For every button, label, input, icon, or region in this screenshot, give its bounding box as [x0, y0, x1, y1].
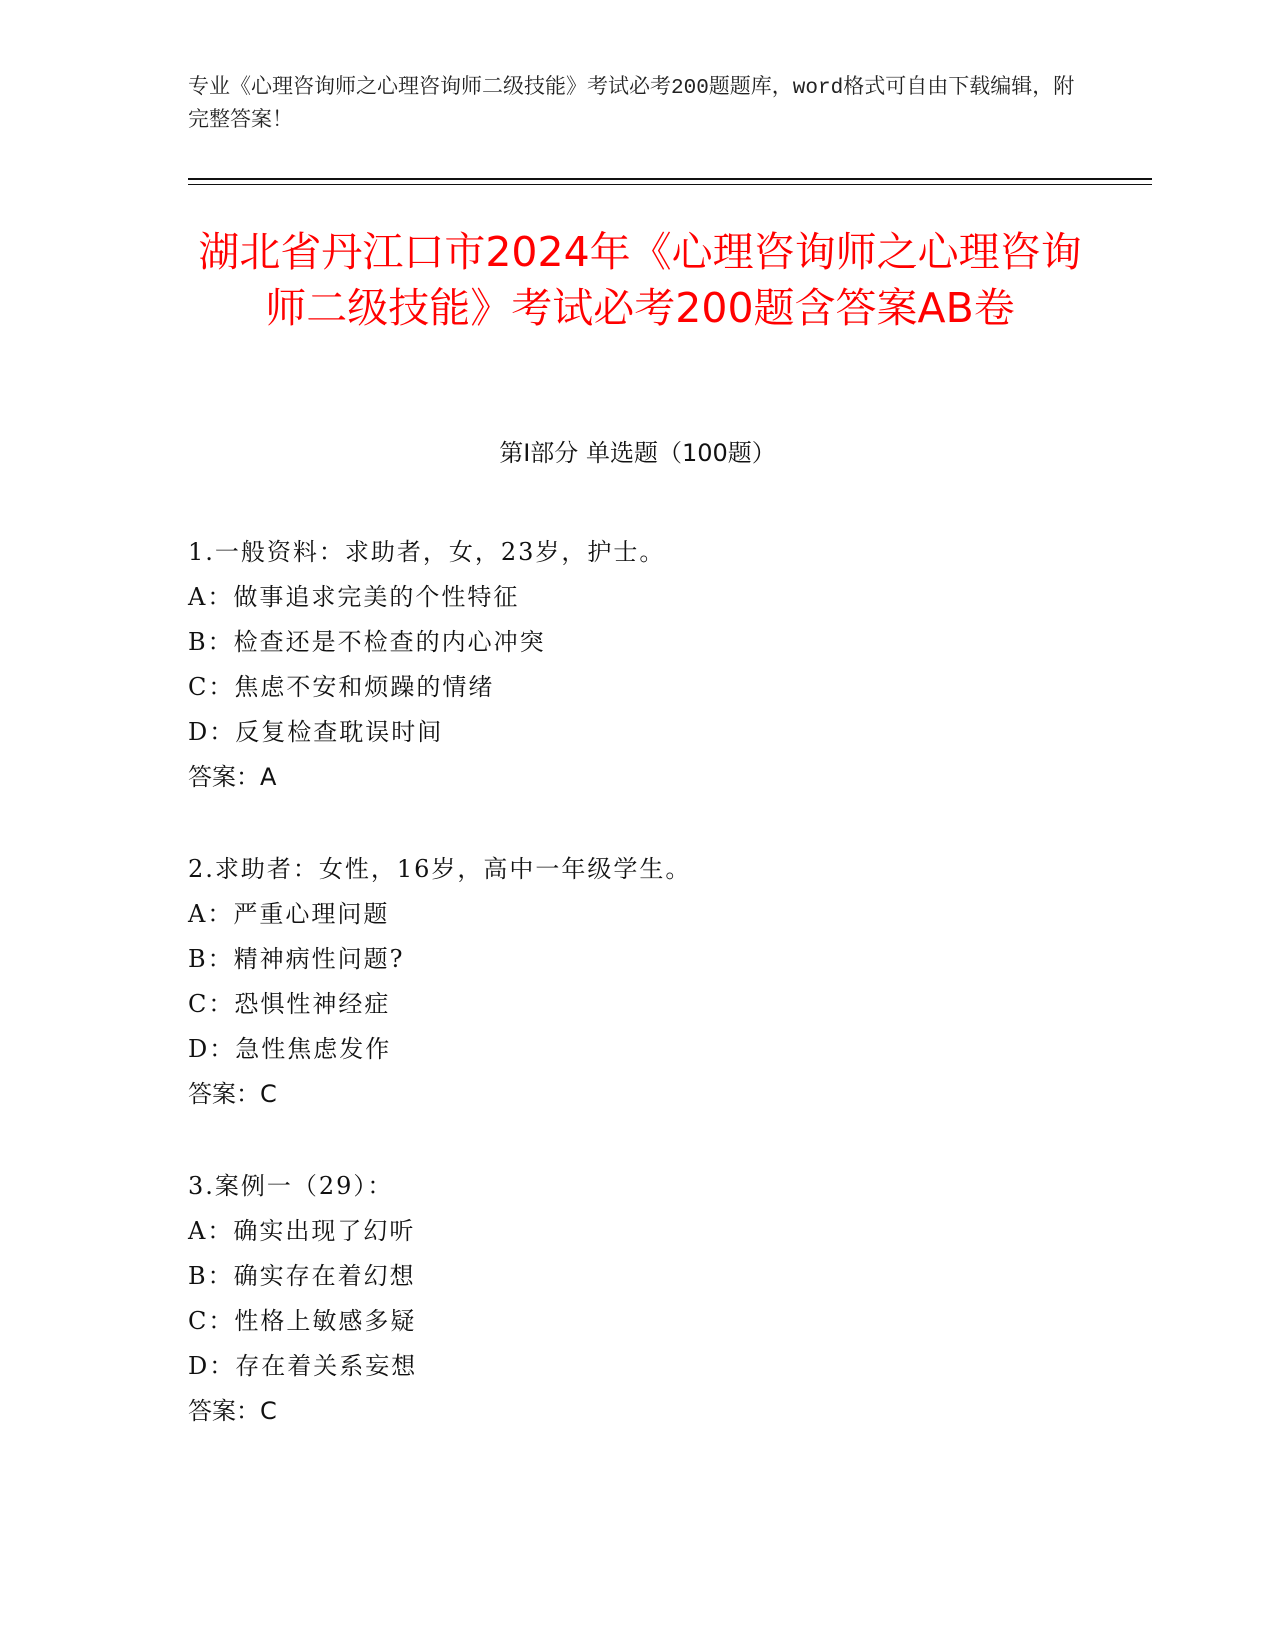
option-c: C：恐惧性神经症: [188, 990, 391, 1018]
option-a: A：确实出现了幻听: [188, 1217, 416, 1245]
option-b: B：检查还是不检查的内心冲突: [188, 628, 546, 656]
option-d: D：存在着关系妄想: [188, 1352, 418, 1380]
question-stem: 3.案例一（29）：: [188, 1172, 394, 1200]
question-item: [188, 530, 1148, 800]
option-d: D：反复检查耽误时间: [188, 718, 444, 746]
answer-line: 答案：A: [188, 763, 277, 791]
option-d: D：急性焦虑发作: [188, 1035, 392, 1063]
option-b: B：精神病性问题?: [188, 945, 405, 973]
document-title: 湖北省丹江口市2024年《心理咨询师之心理咨询师二级技能》考试必考200题含答案AB卷: [198, 228, 1082, 332]
header-note: 专业《心理咨询师之心理咨询师二级技能》考试必考200题题库，word格式可自由下载编辑，附完整答案！: [188, 77, 1075, 133]
option-a: A：做事追求完美的个性特征: [188, 583, 520, 611]
header-divider-thin: [188, 184, 1152, 185]
question-item: [188, 847, 1148, 1117]
question-stem: 2.求助者：女性，16岁，高中一年级学生。: [188, 855, 692, 883]
option-c: C：性格上敏感多疑: [188, 1307, 417, 1335]
option-a: A：严重心理问题: [188, 900, 390, 928]
answer-line: 答案：C: [188, 1080, 277, 1108]
question-stem: 1.一般资料：求助者，女，23岁，护士。: [188, 538, 666, 566]
question-item: [188, 1164, 1148, 1434]
answer-line: 答案：C: [188, 1397, 277, 1425]
question-list: [188, 530, 1148, 1481]
section-title: 第I部分 单选题（100题）: [499, 439, 776, 467]
header-divider-thick: [188, 178, 1152, 180]
option-b: B：确实存在着幻想: [188, 1262, 416, 1290]
option-c: C：焦虑不安和烦躁的情绪: [188, 673, 495, 701]
